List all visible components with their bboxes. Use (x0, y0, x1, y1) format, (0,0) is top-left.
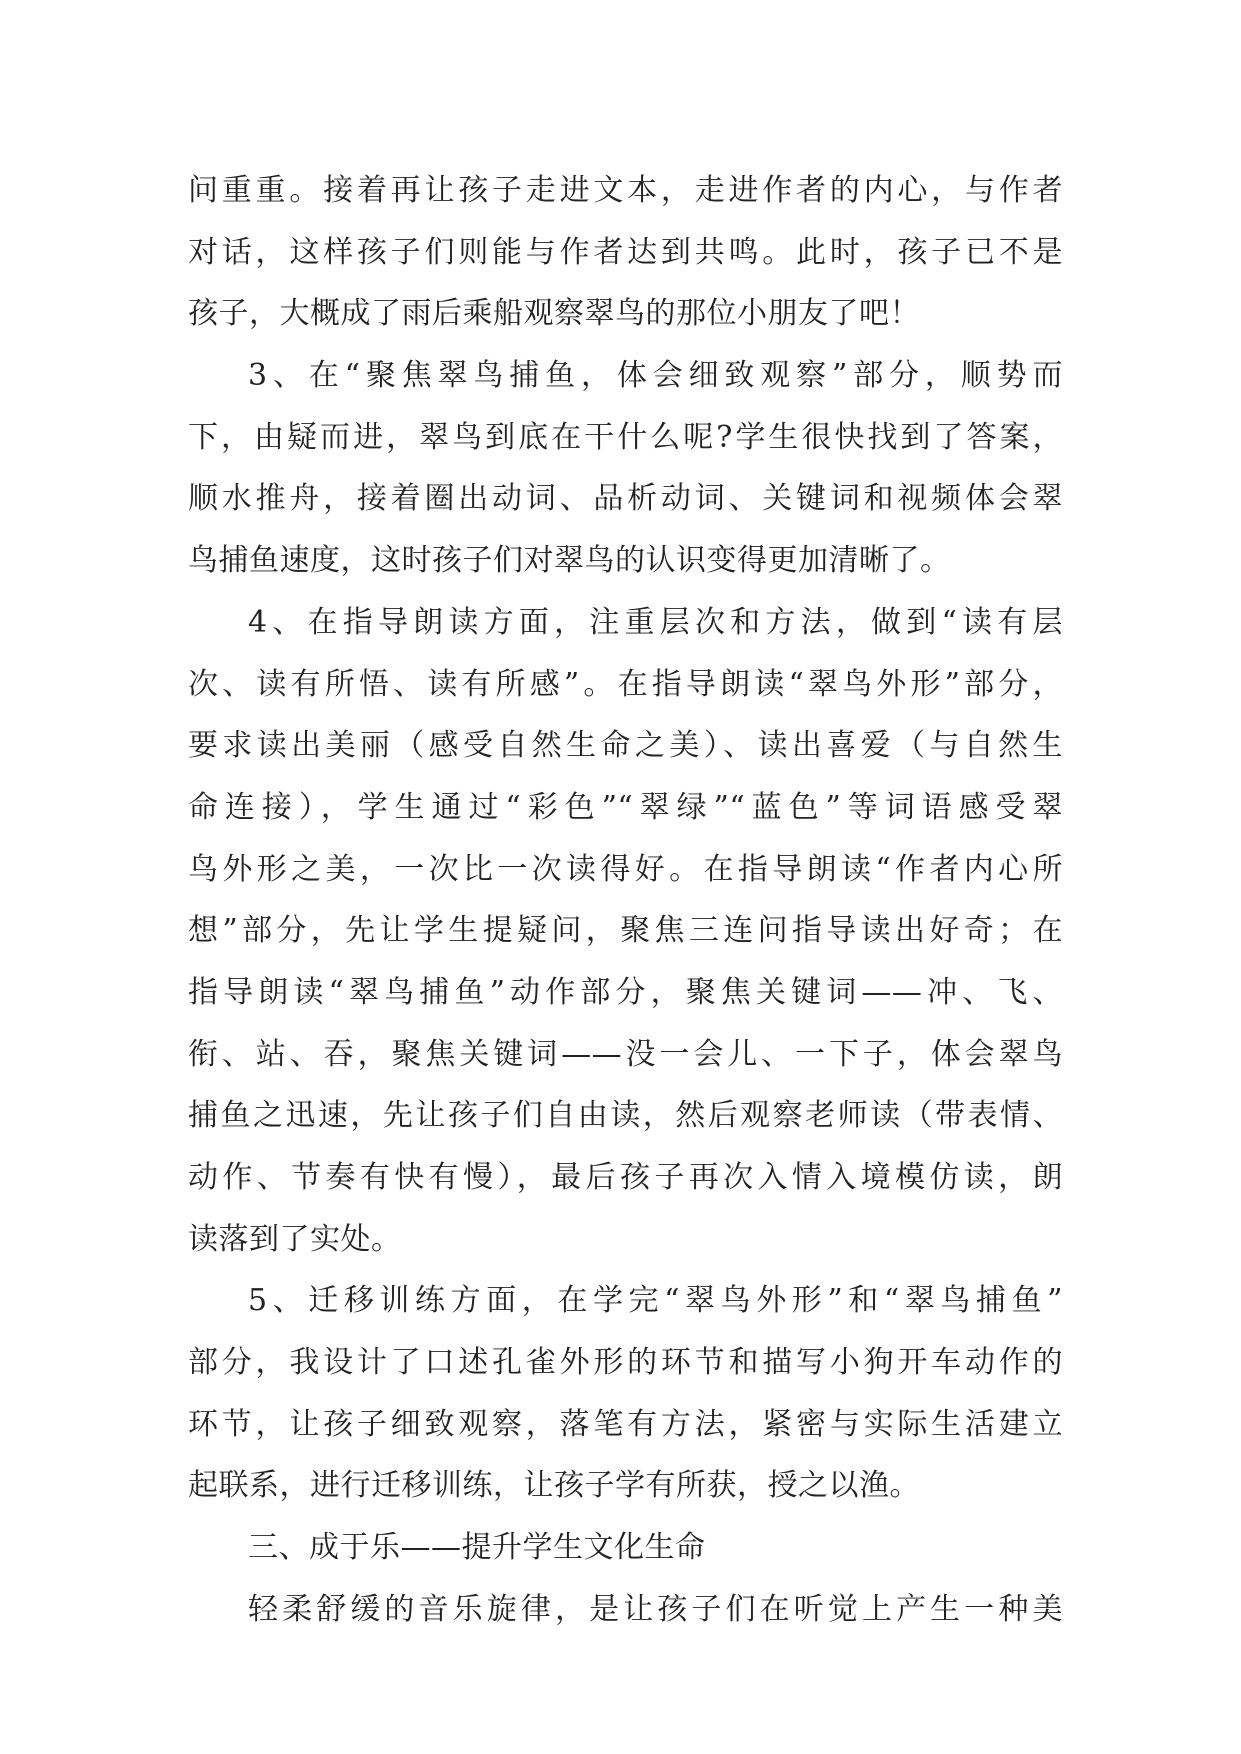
text-line: 衔、站、吞，聚焦关键词——没一会儿、一下子，体会翠鸟 (188, 1036, 1063, 1072)
text-line: 问重重。接着再让孩子走进文本，走进作者的内心，与作者 (188, 173, 1063, 208)
text-line: 3、在“聚焦翠鸟捕鱼，体会细致观察”部分，顺势而 (248, 358, 1063, 394)
text-line: 4、在指导朗读方面，注重层次和方法，做到“读有层 (248, 604, 1063, 640)
text-line: 想”部分，先让学生提疑问，聚焦三连问指导读出好奇；在 (188, 913, 1063, 949)
text-line: 捕鱼之迅速，先让孩子们自由读，然后观察老师读（带表情、 (188, 1098, 1063, 1134)
text-line: 三、成于乐——提升学生文化生命 (248, 1530, 706, 1566)
text-line: 孩子，大概成了雨后乘船观察翠鸟的那位小朋友了吧！ (188, 296, 920, 332)
text-line: 环节，让孩子细致观察，落笔有方法，紧密与实际生活建立 (188, 1406, 1063, 1442)
text-line: 5、迁移训练方面，在学完“翠鸟外形”和“翠鸟捕鱼” (248, 1283, 1063, 1319)
text-line: 动作、节奏有快有慢），最后孩子再次入情入境模仿读，朗 (188, 1160, 1063, 1195)
text-line: 起联系，进行迁移训练，让孩子学有所获，授之以渔。 (188, 1468, 920, 1504)
text-line: 轻柔舒缓的音乐旋律，是让孩子们在听觉上产生一种美 (248, 1591, 1063, 1627)
text-line: 命连接），学生通过“彩色”“翠绿”“蓝色”等词语感受翠 (188, 789, 1063, 825)
text-line: 对话，这样孩子们则能与作者达到共鸣。此时，孩子已不是 (188, 234, 1063, 270)
text-line: 顺水推舟，接着圈出动词、品析动词、关键词和视频体会翠 (188, 481, 1063, 517)
text-line: 读落到了实处。 (188, 1221, 402, 1257)
text-line: 下，由疑而进，翠鸟到底在干什么呢?学生很快找到了答案， (188, 419, 1063, 455)
text-line: 鸟外形之美，一次比一次读得好。在指导朗读“作者内心所 (188, 851, 1063, 887)
text-line: 部分，我设计了口述孔雀外形的环节和描写小狗开车动作的 (188, 1345, 1063, 1381)
text-line: 次、读有所悟、读有所感”。在指导朗读“翠鸟外形”部分， (188, 666, 1063, 702)
text-line: 指导朗读“翠鸟捕鱼”动作部分，聚焦关键词——冲、飞、 (188, 974, 1063, 1010)
body-text (188, 160, 1063, 1641)
text-line: 要求读出美丽（感受自然生命之美）、读出喜爱（与自然生 (188, 728, 1063, 764)
text-line: 鸟捕鱼速度，这时孩子们对翠鸟的认识变得更加清晰了。 (188, 543, 951, 579)
